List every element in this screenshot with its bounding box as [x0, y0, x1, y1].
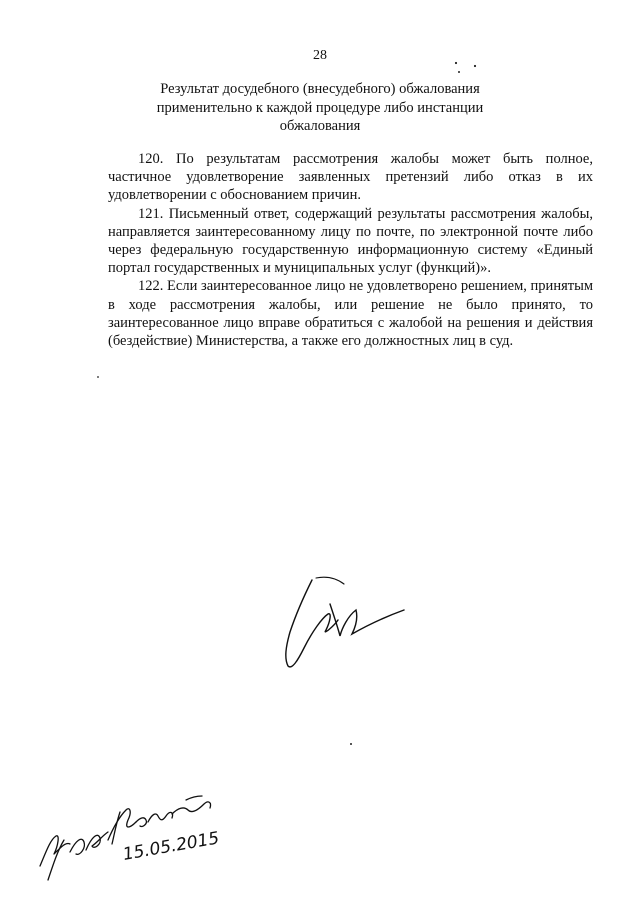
section-title — [110, 80, 530, 136]
handwritten-note — [36, 792, 226, 882]
paragraph-120: 120. По результатам рассмотрения жалобы может быть полное, частичное удовлетворение заявленных претензий либо отказ в их удовлетворении с обоснованием причин. — [108, 151, 593, 204]
section-title-line-3: обжалования — [279, 118, 361, 134]
handwritten-date: 15.05.2015 — [121, 828, 221, 865]
body-text — [108, 150, 593, 350]
paragraph-122: 122. Если заинтересованное лицо не удовлетворено решением, принятым в ходе рассмотрения жалобы, или решение не было принято, то заинтересованное лицо вправе обратиться с жалобой на решения и действия (бездействие) Министерства, а также его должностных лиц в суд. — [108, 278, 593, 350]
section-title-line-2: применительно к каждой процедуре либо инстанции — [156, 99, 484, 116]
page-number: 28 — [313, 48, 327, 63]
paragraph-121: 121. Письменный ответ, содержащий результаты рассмотрения жалобы, направляется заинтересованному лицу по почте, по электронной почте либо через федеральную государственную информационную систему «Единый портал государственных и муниципальных услуг (функций)». — [108, 205, 593, 277]
signature — [282, 574, 412, 674]
section-title-line-1: Результат досудебного (внесудебного) обжалования — [160, 81, 480, 97]
